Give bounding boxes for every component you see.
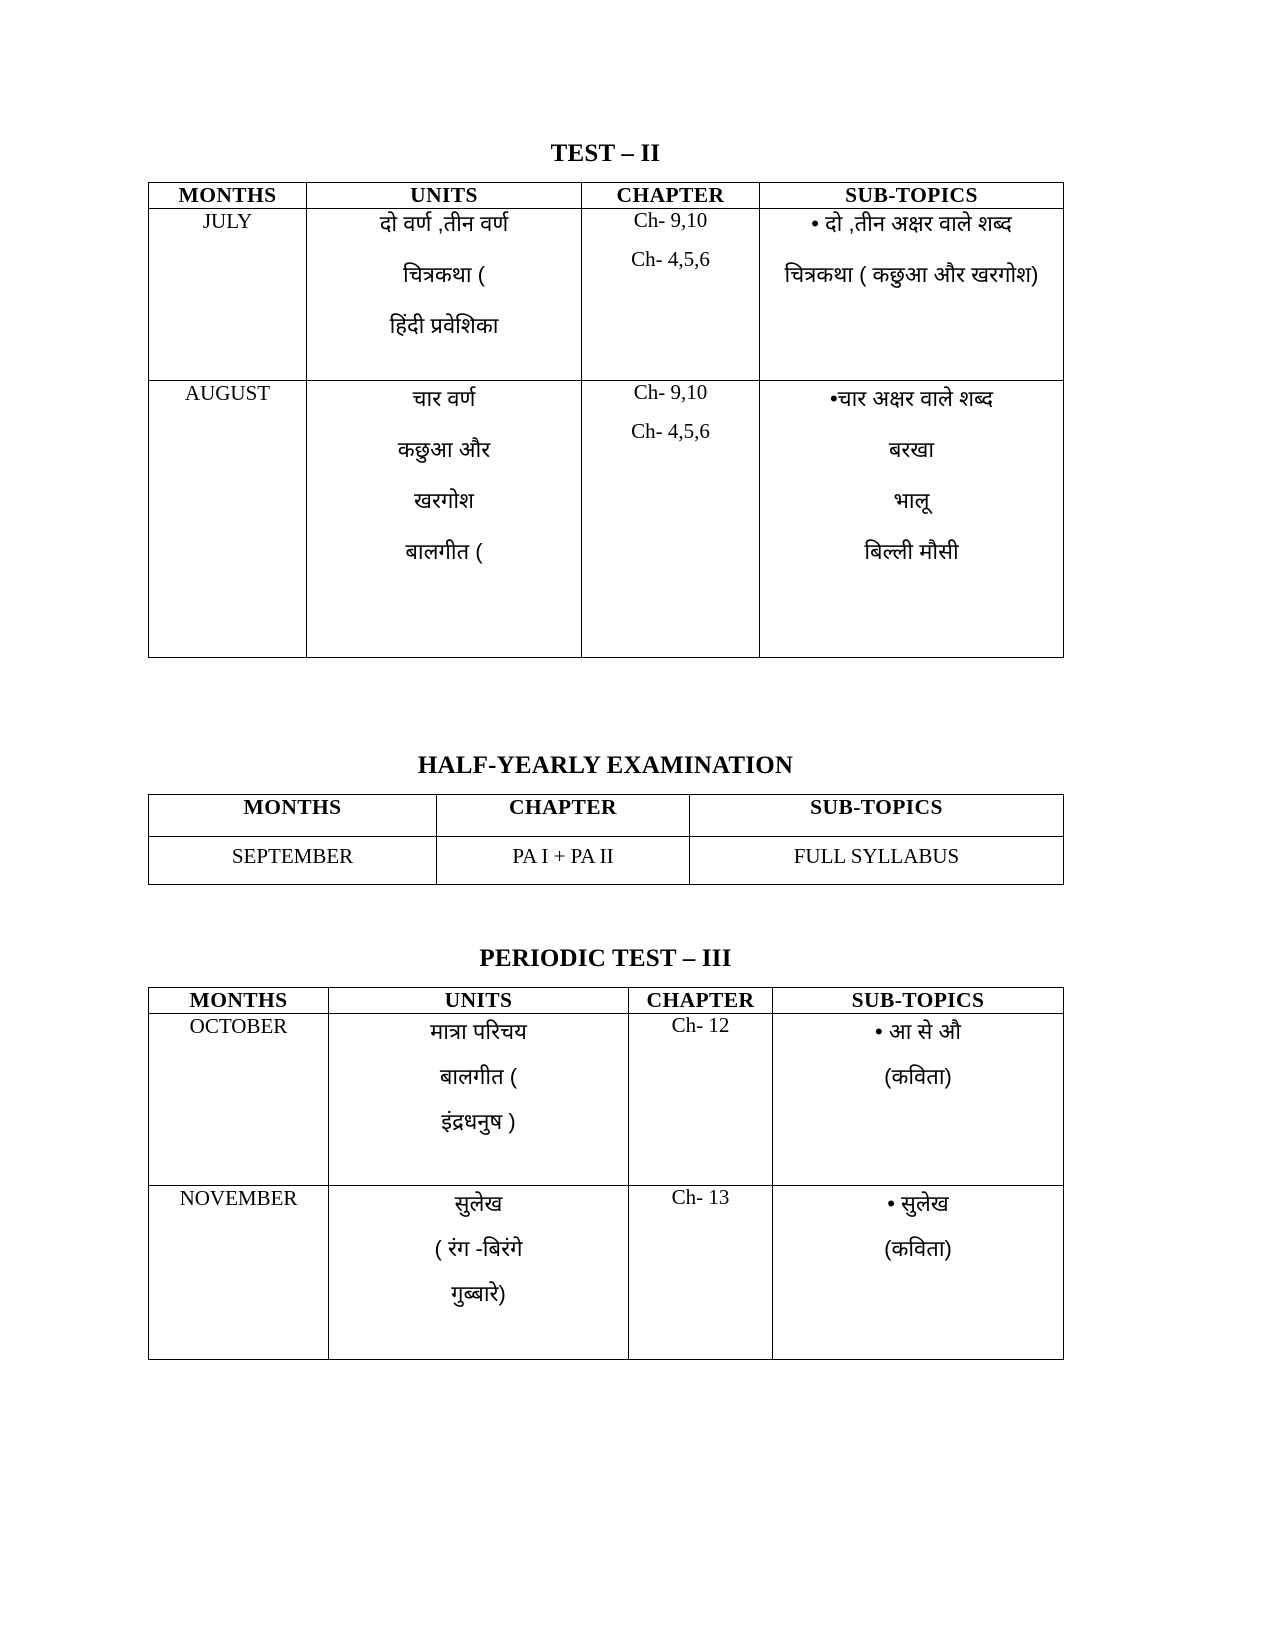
table-periodic-test-3	[148, 987, 1064, 1360]
subtopic-line: चित्रकथा ( कछुआ और खरगोश)	[784, 262, 1039, 288]
table-test-2	[148, 182, 1064, 658]
unit-line: खरगोश	[413, 488, 475, 514]
subtopic-line: (कविता)	[884, 1064, 952, 1090]
cell-sub-topics	[760, 381, 1064, 658]
cell-sub-topics	[773, 1014, 1064, 1186]
column-header-units: UNITS	[307, 183, 582, 209]
cell-sub-topics	[773, 1186, 1064, 1360]
chapter-line: Ch- 12	[671, 1013, 730, 1037]
cell-units	[307, 381, 582, 658]
cell-month: OCTOBER	[149, 1014, 329, 1186]
cell-chapter: PA I + PA II	[437, 837, 690, 885]
unit-line: मात्रा परिचय	[430, 1019, 527, 1044]
table-row	[149, 381, 1064, 658]
unit-line: दो वर्ण ,तीन वर्ण	[379, 211, 509, 236]
subtopic-line: बरखा	[888, 437, 935, 463]
chapter-line: Ch- 9,10	[633, 208, 708, 232]
cell-month: AUGUST	[149, 381, 307, 658]
unit-line: इंद्रधनुष )	[441, 1109, 516, 1135]
column-header-units: UNITS	[329, 988, 629, 1014]
column-header-months: MONTHS	[149, 988, 329, 1014]
subtopic-line: • आ से औ	[875, 1019, 961, 1044]
table-header-row	[149, 795, 1064, 837]
subtopic-line: (कविता)	[884, 1236, 952, 1262]
subtopic-line: • सुलेख	[887, 1191, 949, 1216]
table-row	[149, 837, 1064, 885]
cell-chapter	[629, 1014, 773, 1186]
column-header-chapter: CHAPTER	[437, 795, 690, 837]
subtopic-line: बिल्ली मौसी	[864, 539, 959, 565]
unit-line: बालगीत (	[405, 539, 483, 565]
unit-line: हिंदी प्रवेशिका	[389, 313, 499, 339]
cell-units	[329, 1186, 629, 1360]
column-header-sub-topics: SUB-TOPICS	[760, 183, 1064, 209]
chapter-line: Ch- 4,5,6	[631, 419, 710, 444]
column-header-months: MONTHS	[149, 183, 307, 209]
cell-units	[307, 209, 582, 381]
table-row	[149, 1186, 1064, 1360]
unit-line: बालगीत (	[439, 1064, 518, 1090]
chapter-line: Ch- 4,5,6	[631, 247, 710, 272]
cell-chapter	[582, 209, 760, 381]
column-header-sub-topics: SUB-TOPICS	[690, 795, 1064, 837]
table-header-row	[149, 183, 1064, 209]
chapter-line: Ch- 9,10	[633, 380, 708, 404]
table-header-row	[149, 988, 1064, 1014]
section-title-half-yearly: HALF-YEARLY EXAMINATION	[417, 752, 794, 779]
table-row	[149, 1014, 1064, 1186]
subtopic-line: •चार अक्षर वाले शब्द	[829, 386, 994, 411]
section-periodic-test-3	[148, 945, 1063, 1360]
table-row	[149, 209, 1064, 381]
column-header-months: MONTHS	[149, 795, 437, 837]
cell-month: SEPTEMBER	[149, 837, 437, 885]
unit-line: सुलेख	[454, 1191, 503, 1216]
cell-sub-topics: FULL SYLLABUS	[690, 837, 1064, 885]
table-half-yearly	[148, 794, 1064, 885]
section-test-2	[148, 140, 1063, 658]
section-title-test-2: TEST – II	[550, 140, 661, 167]
chapter-line: Ch- 13	[671, 1185, 730, 1209]
subtopic-line: • दो ,तीन अक्षर वाले शब्द	[811, 211, 1012, 236]
cell-chapter	[629, 1186, 773, 1360]
section-title-periodic-test-3: PERIODIC TEST – III	[479, 945, 732, 972]
unit-line: चार वर्ण	[412, 386, 476, 411]
cell-units	[329, 1014, 629, 1186]
unit-line: ( रंग -बिरंगे	[434, 1236, 523, 1262]
cell-month: NOVEMBER	[149, 1186, 329, 1360]
cell-month: JULY	[149, 209, 307, 381]
cell-chapter	[582, 381, 760, 658]
section-half-yearly	[148, 752, 1063, 885]
column-header-chapter: CHAPTER	[582, 183, 760, 209]
unit-line: कछुआ और	[397, 437, 491, 463]
unit-line: गुब्बारे)	[451, 1281, 506, 1307]
column-header-sub-topics: SUB-TOPICS	[773, 988, 1064, 1014]
subtopic-line: भालू	[893, 488, 930, 514]
column-header-chapter: CHAPTER	[629, 988, 773, 1014]
unit-line: चित्रकथा (	[403, 262, 485, 288]
cell-sub-topics	[760, 209, 1064, 381]
